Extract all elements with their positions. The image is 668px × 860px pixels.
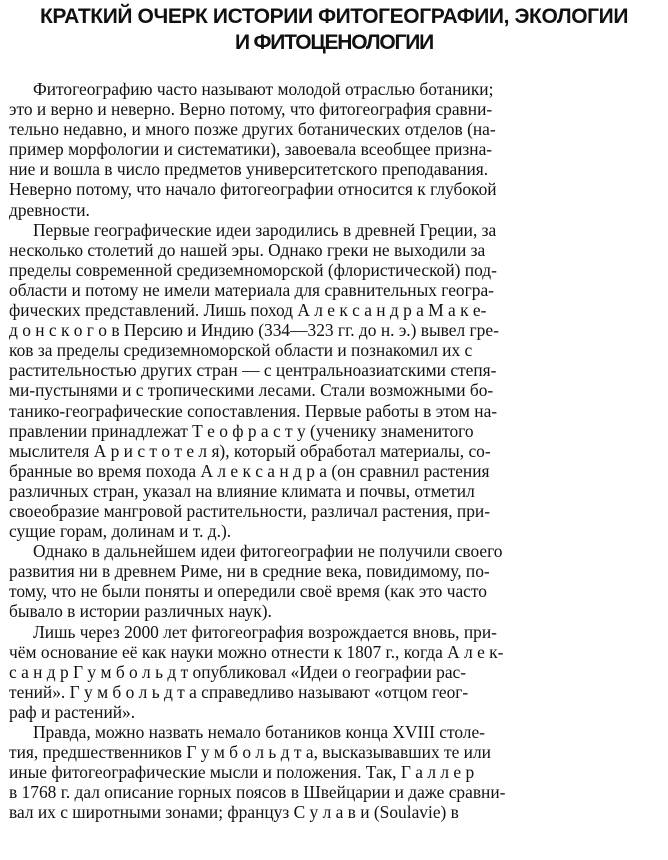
text-line: ков за пределы средиземноморской области и познакомил их с xyxy=(9,340,473,361)
text-line: пример морфологии и систематики), завоевала всеобщее призна- xyxy=(9,139,493,160)
paragraph-3 xyxy=(9,541,657,621)
text-line: с а н д р Г у м б о л ь д т опубликовал «Идеи о географии рас- xyxy=(9,661,467,682)
text-line: растительностью других стран — с центральноазиатскими степя- xyxy=(9,360,497,381)
text-line: правлении принадлежат Т е о ф р а с т у (ученику знаменитого xyxy=(9,420,474,441)
text-line: Правда, можно назвать немало ботаников конца XVIII столе- xyxy=(33,722,485,742)
text-line: Неверно потому, что начало фитогеографии относится к глубокой xyxy=(9,179,497,200)
text-line: Однако в дальнейшем идеи фитогеографии не получили своего xyxy=(33,541,503,562)
paragraph-5 xyxy=(9,722,657,822)
text-line: Первые географические идеи зародились в древней Греции, за xyxy=(33,219,497,240)
text-line: сущие горам, долинам и т. д.). xyxy=(9,521,232,542)
text-line: развития ни в древнем Риме, ни в средние века, повидимому, по- xyxy=(9,561,490,582)
text-line: мыслителя А р и с т о т е л я), который обработал материалы, со- xyxy=(9,440,491,461)
text-line: в 1768 г. дал описание горных поясов в Швейцарии и даже сравни- xyxy=(9,782,506,803)
text-line: своеобразие мангровой растительности, различал растения, при- xyxy=(9,500,491,521)
text-line: бывало в истории различных наук). xyxy=(9,601,272,622)
text-line: д о н с к о г о в Персию и Индию (334—323 гг. до н. э.) вывел гре- xyxy=(9,320,499,341)
text-line: чём основание её как науки можно отнести к 1807 г., когда А л е к- xyxy=(9,641,504,662)
text-line: древности. xyxy=(9,199,90,220)
text-line: бранные во время похода А л е к с а н д р а (он сравнил растения xyxy=(9,460,490,481)
text-line: иные фитогеографические мысли и положения. Так, Г а л л е р xyxy=(9,762,475,783)
text-line: Фитогеографию часто называют молодой отраслью ботаники; xyxy=(33,79,494,99)
paragraph-1 xyxy=(9,79,657,220)
heading-line-1: КРАТКИЙ ОЧЕРК ИСТОРИИ ФИТОГЕОГРАФИИ, ЭКОЛОГИИ xyxy=(39,5,629,28)
text-line: тому, что не были поняты и опередили своё время (как это часто xyxy=(9,581,487,602)
text-line: фических представлений. Лишь поход А л е к с а н д р а М а к е- xyxy=(9,300,487,321)
text-line: тельно недавно, и много позже других ботанических отделов (на- xyxy=(9,119,496,140)
chapter-body xyxy=(9,79,657,822)
chapter-heading xyxy=(0,0,668,56)
paragraph-2 xyxy=(9,220,657,542)
heading-line-2: И ФИТОЦЕНОЛОГИИ xyxy=(234,31,434,54)
text-line: раф и растений». xyxy=(9,701,136,722)
text-line: области и потому не имели материала для сравнительных геогра- xyxy=(9,279,494,300)
paragraph-4 xyxy=(9,622,657,722)
text-line: пределы современной средиземноморской (флористической) под- xyxy=(9,259,497,280)
text-line: ми-пустынями и с тропическими лесами. Стали возможными бо- xyxy=(9,380,494,401)
text-line: вал их с широтными зонами; француз С у л а в и (Soulavie) в xyxy=(9,802,459,823)
text-line: танико-географические сопоставления. Первые работы в этом на- xyxy=(9,400,498,421)
text-line: несколько столетий до нашей эры. Однако греки не выходили за xyxy=(9,239,486,260)
text-line: это и верно и неверно. Верно потому, что фитогеография сравни- xyxy=(9,99,493,120)
text-line: тия, предшественников Г у м б о л ь д т а, высказывавших те или xyxy=(9,742,491,763)
text-line: различных стран, указал на влияние климата и почвы, отметил xyxy=(9,480,475,501)
text-line: тений». Г у м б о л ь д т а справедливо называют «отцом геог- xyxy=(9,681,469,702)
text-line: Лишь через 2000 лет фитогеография возрождается вновь, при- xyxy=(33,621,497,642)
text-line: ние и вошла в число предметов университетского преподавания. xyxy=(9,159,489,180)
